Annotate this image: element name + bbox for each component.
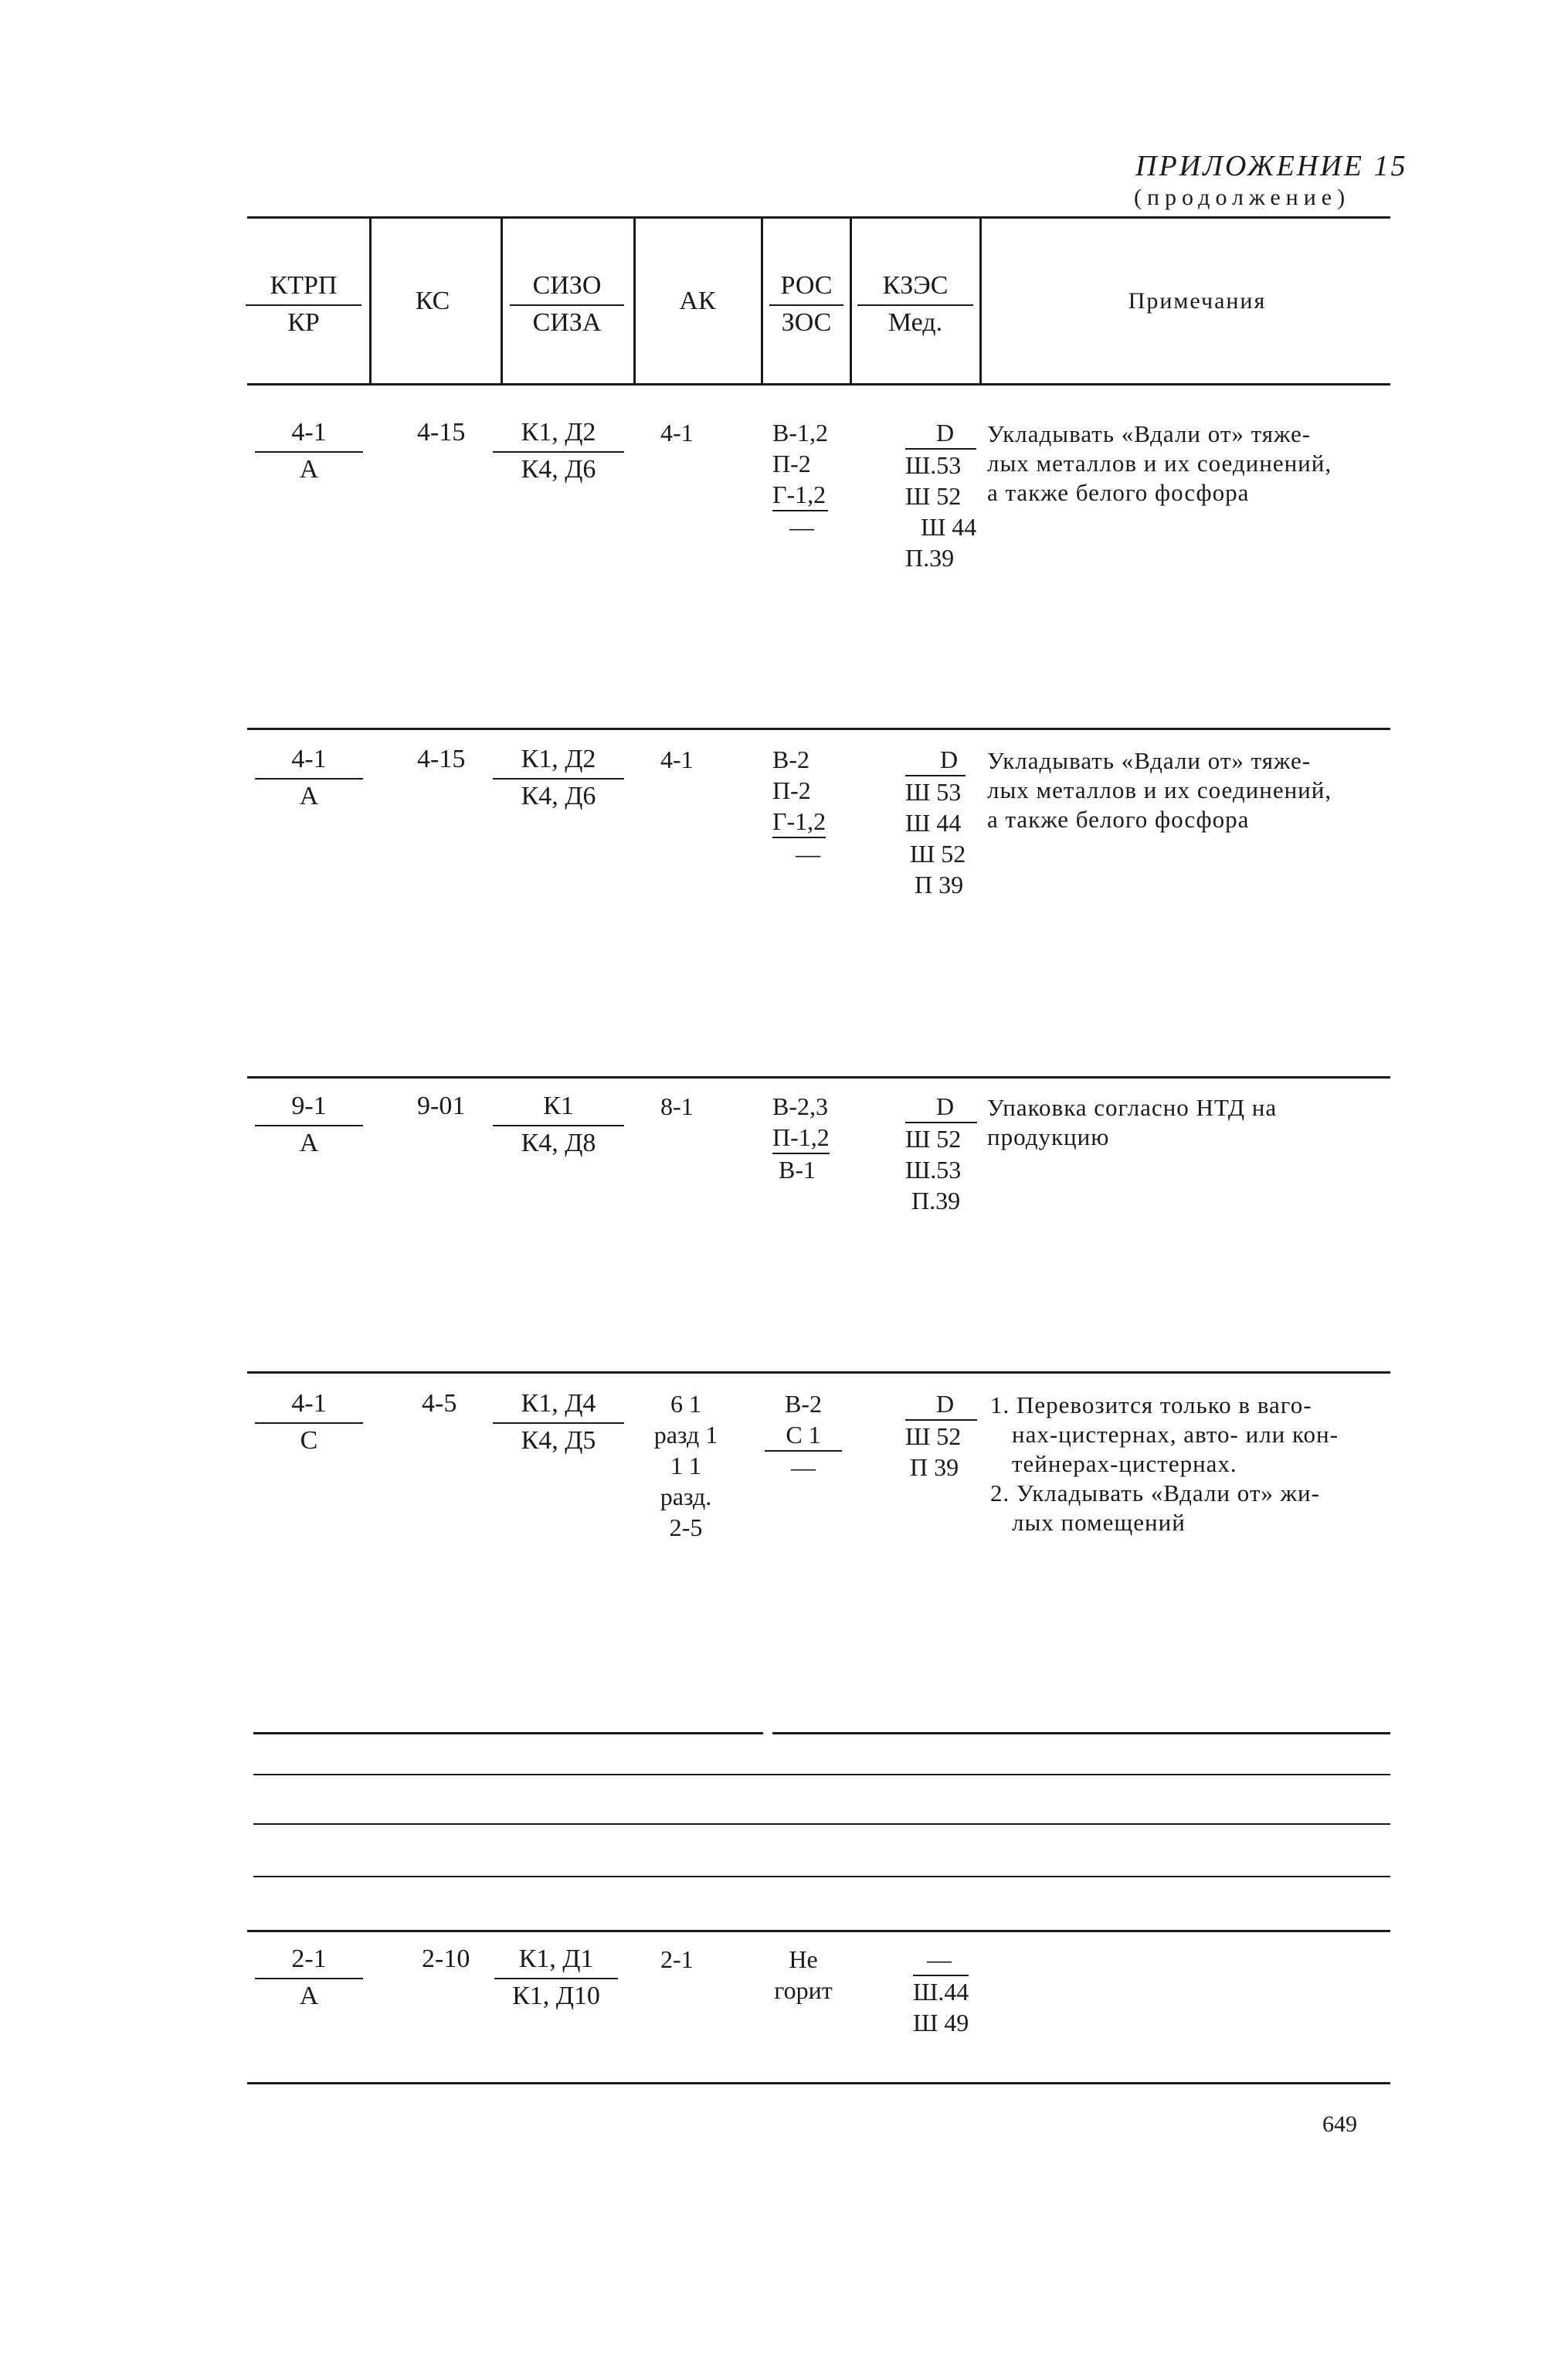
row4-kzes-med: D Ш 52 П 39 xyxy=(905,1388,977,1483)
header-divider-2 xyxy=(501,219,503,383)
header-divider-3 xyxy=(633,219,636,383)
row5-ks: 2-10 xyxy=(422,1945,470,1973)
header-divider-1 xyxy=(369,219,372,383)
table-header-bottom-rule xyxy=(247,383,1390,386)
row2-ks: 4-15 xyxy=(417,745,466,773)
row-separator-1 xyxy=(247,728,1390,730)
header-divider-5 xyxy=(850,219,852,383)
row1-note: Укладывать «Вдали от» тяже- лых металлов и их соединений, а также белого фосфора xyxy=(987,420,1332,506)
column-header-ktrp-kr: КТРП КР xyxy=(246,270,361,338)
row4-sizo-siza: К1, Д4 К4, Д5 xyxy=(493,1388,624,1456)
row1-ak: 4-1 xyxy=(660,419,694,447)
row2-kzes-med: D Ш 53 Ш 44 Ш 52 П 39 xyxy=(905,746,966,898)
page-number: 649 xyxy=(1322,2111,1357,2137)
row4-ros-zos: В-2 С 1 — xyxy=(765,1388,842,1483)
row2-note: Укладывать «Вдали от» тяже- лых металлов и их соединений, а также белого фосфора xyxy=(987,747,1332,833)
appendix-subtitle: (продолжение) xyxy=(1134,185,1351,210)
header-divider-6 xyxy=(979,219,982,383)
row1-sizo-siza: К1, Д2 К4, Д6 xyxy=(493,417,624,485)
row5-ktrp-kr: 2-1 А xyxy=(255,1944,363,2012)
header-divider-4 xyxy=(761,219,763,383)
row4-ks: 4-5 xyxy=(422,1389,457,1418)
row2-ros-zos: В-2 П-2 Г-1,2 — xyxy=(772,746,826,868)
row-separator-4 xyxy=(247,1930,1390,1932)
blank-rule-1a xyxy=(253,1732,763,1734)
row1-kzes-med: D Ш.53 Ш 52 Ш 44 П.39 xyxy=(905,419,977,572)
blank-rule-2 xyxy=(253,1774,1390,1775)
column-header-sizo-siza: СИЗО СИЗА xyxy=(510,270,624,338)
row3-sizo-siza: К1 К4, Д8 xyxy=(493,1091,624,1159)
row3-kzes-med: D Ш 52 Ш.53 П.39 xyxy=(905,1091,977,1216)
row1-ros-zos: В-1,2 П-2 Г-1,2 — xyxy=(772,419,828,541)
row3-ktrp-kr: 9-1 А xyxy=(255,1091,363,1159)
row5-sizo-siza: К1, Д1 К1, Д10 xyxy=(494,1944,618,2012)
row2-ktrp-kr: 4-1 А xyxy=(255,744,363,812)
column-header-ks: КС xyxy=(415,287,450,315)
column-header-notes: Примечания xyxy=(1128,288,1267,314)
blank-rule-1b xyxy=(772,1732,1390,1734)
column-header-ros-zos: РОС ЗОС xyxy=(769,270,843,338)
row2-ak: 4-1 xyxy=(660,746,694,773)
row4-note: 1. Перевозится только в ваго- нах-цистернах, авто- или кон- тейнерах-цистернах. 2. Укладывать «Вдали от» жи- лых помещений xyxy=(990,1391,1339,1536)
blank-rule-4 xyxy=(253,1876,1390,1877)
row5-ak: 2-1 xyxy=(660,1945,694,1973)
column-header-ak: АК xyxy=(679,287,716,315)
row3-ak: 8-1 xyxy=(660,1092,694,1120)
row1-ktrp-kr: 4-1 А xyxy=(255,417,363,485)
row-separator-3 xyxy=(247,1371,1390,1374)
row4-ktrp-kr: 4-1 С xyxy=(255,1388,363,1456)
row2-sizo-siza: К1, Д2 К4, Д6 xyxy=(493,744,624,812)
row1-ks: 4-15 xyxy=(417,418,466,447)
table-bottom-rule xyxy=(247,2082,1390,2084)
row4-ak: 6 1 разд 1 1 1 разд. 2-5 xyxy=(653,1390,718,1541)
table-top-rule xyxy=(247,216,1390,219)
blank-rule-3 xyxy=(253,1823,1390,1825)
row-separator-2 xyxy=(247,1076,1390,1078)
row3-ros-zos: В-2,3 П-1,2 В-1 xyxy=(772,1092,830,1184)
row3-note: Упаковка согласно НТД на продукцию xyxy=(987,1094,1278,1150)
row5-kzes-med: — Ш.44 Ш 49 xyxy=(913,1945,969,2036)
row5-ros-zos: Не горит xyxy=(774,1945,833,2004)
column-header-kzes-med: КЗЭС Мед. xyxy=(857,270,973,338)
appendix-title: ПРИЛОЖЕНИЕ 15 xyxy=(1135,150,1408,182)
row3-ks: 9-01 xyxy=(417,1092,466,1120)
